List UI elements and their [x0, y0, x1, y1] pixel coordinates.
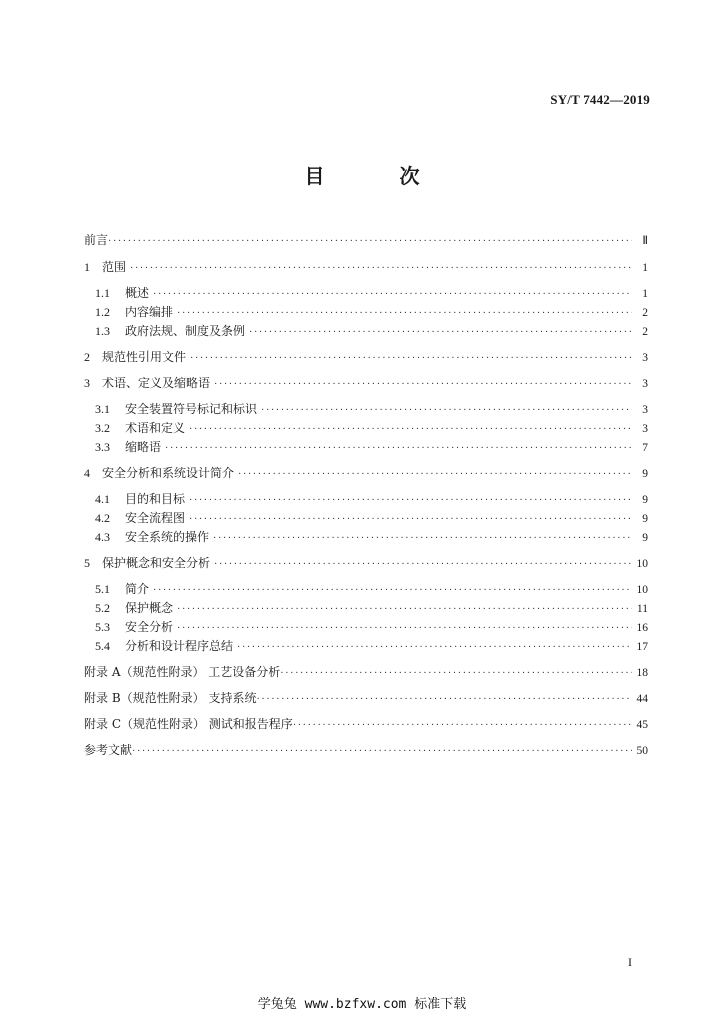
toc-entry-number: 1.3 [95, 324, 110, 338]
toc-entry-page: 9 [642, 532, 648, 544]
toc-entry [84, 348, 648, 366]
toc-entry [95, 400, 648, 418]
toc-entry-label: 概述 [125, 286, 150, 300]
toc-entry-label: 范围 [102, 260, 127, 274]
toc-entry-page: Ⅱ [642, 235, 648, 247]
toc-entry-page: 1 [642, 288, 648, 300]
toc-entry-page: 11 [636, 603, 648, 615]
toc-entry [84, 231, 648, 249]
toc-entry-label: 政府法规、制度及条例 [125, 324, 246, 338]
toc-entry [95, 322, 648, 340]
toc-entry [95, 580, 648, 598]
toc-entry-label: 内容编排 [125, 305, 174, 319]
toc-entry [84, 663, 648, 681]
toc-entry [95, 528, 648, 546]
toc-entry-page: 17 [636, 641, 648, 653]
toc-entry-page: 3 [642, 423, 648, 435]
toc-entry-label: 附录 B（规范性附录） 支持系统 [84, 691, 257, 705]
toc-entry [95, 284, 648, 302]
toc-entry-label: 附录 A（规范性附录） 工艺设备分析 [84, 665, 281, 679]
toc-entry-number: 1.1 [95, 286, 110, 300]
toc-entry [95, 509, 648, 527]
toc-leader-dots [238, 466, 632, 484]
toc-leader-dots [153, 582, 632, 600]
toc-entry-page: 3 [642, 378, 648, 390]
toc-entry-number: 3.3 [95, 440, 110, 454]
toc-entry [95, 438, 648, 456]
toc-leader-dots [214, 376, 632, 394]
toc-entry [95, 618, 648, 636]
toc-entry-label: 目的和目标 [125, 492, 186, 506]
toc-leader-dots [261, 402, 632, 420]
toc-entry-label: 安全系统的操作 [125, 530, 210, 544]
toc-entry-page: 18 [636, 667, 648, 679]
toc-entry-number: 5.3 [95, 620, 110, 634]
toc-entry [84, 554, 648, 572]
toc-entry-page: 9 [642, 513, 648, 525]
toc-entry-label: 分析和设计程序总结 [125, 639, 234, 653]
toc-entry-page: 16 [636, 622, 648, 634]
toc-leader-dots [256, 691, 632, 709]
toc-leader-dots [237, 639, 632, 657]
toc-entry-label: 保护概念和安全分析 [102, 556, 211, 570]
toc-entry-label: 规范性引用文件 [102, 350, 187, 364]
toc-leader-dots [132, 743, 632, 761]
toc-entry [95, 599, 648, 617]
toc-entry [95, 419, 648, 437]
page-title: 目 次 [304, 164, 454, 188]
toc-entry-number: 5.2 [95, 601, 110, 615]
toc-leader-dots [153, 286, 632, 304]
toc-entry [84, 715, 648, 733]
toc-entry-label: 安全装置符号标记和标识 [125, 402, 258, 416]
toc-entry-page: 7 [642, 442, 648, 454]
toc-leader-dots [213, 530, 632, 548]
toc-entry-label: 安全流程图 [125, 511, 186, 525]
toc-entry [95, 490, 648, 508]
toc-leader-dots [189, 492, 632, 510]
toc-entry-page: 2 [642, 326, 648, 338]
toc-entry [84, 464, 648, 482]
toc-leader-dots [190, 350, 632, 368]
toc-entry-label: 安全分析 [125, 620, 174, 634]
toc-entry [84, 689, 648, 707]
toc-entry-number: 5.4 [95, 639, 110, 653]
toc-leader-dots [177, 620, 632, 638]
toc-entry-number: 1.2 [95, 305, 110, 319]
toc-entry-label: 简介 [125, 582, 150, 596]
toc-entry-page: 9 [642, 494, 648, 506]
toc-entry [84, 374, 648, 392]
toc-entry-page: 45 [636, 719, 648, 731]
toc-entry [84, 258, 648, 276]
toc-entry-page: 2 [642, 307, 648, 319]
toc-entry-number: 4 [84, 466, 90, 480]
toc-entry-label: 参考文献 [84, 743, 133, 757]
toc-entry-number: 2 [84, 350, 90, 364]
toc-leader-dots [280, 665, 632, 683]
toc-entry [95, 637, 648, 655]
toc-entry-label: 术语和定义 [125, 421, 186, 435]
standard-code: SY/T 7442—2019 [550, 92, 650, 107]
toc-entry [95, 303, 648, 321]
toc-leader-dots [214, 556, 632, 574]
toc-entry-label: 附录 C（规范性附录） 测试和报告程序 [84, 717, 293, 731]
toc-entry-number: 3 [84, 376, 90, 390]
toc-entry [84, 741, 648, 759]
toc-entry-page: 10 [636, 584, 648, 596]
toc-entry-page: 1 [642, 262, 648, 274]
toc-leader-dots [165, 440, 632, 458]
toc-entry-page: 10 [636, 558, 648, 570]
toc-entry-page: 9 [642, 468, 648, 480]
toc-entry-label: 缩略语 [125, 440, 162, 454]
toc-entry-number: 3.2 [95, 421, 110, 435]
toc-entry-number: 4.2 [95, 511, 110, 525]
toc-entry-label: 术语、定义及缩略语 [102, 376, 211, 390]
toc-leader-dots [130, 260, 632, 278]
toc-entry-page: 50 [636, 745, 648, 757]
toc-entry-label: 安全分析和系统设计简介 [102, 466, 235, 480]
toc-leader-dots [177, 305, 632, 323]
toc-entry-label: 前言 [84, 233, 109, 247]
toc-entry-number: 3.1 [95, 402, 110, 416]
page-number: I [628, 955, 632, 969]
toc-entry-page: 44 [636, 693, 648, 705]
footer-watermark: 学兔兔 www.bzfxw.com 标准下载 [257, 997, 467, 1012]
toc-entry-page: 3 [642, 352, 648, 364]
toc-entry-label: 保护概念 [125, 601, 174, 615]
toc-leader-dots [177, 601, 632, 619]
toc-entry-number: 1 [84, 260, 90, 274]
toc-entry-page: 3 [642, 404, 648, 416]
toc-leader-dots [108, 233, 632, 251]
toc-entry-number: 4.3 [95, 530, 110, 544]
toc-entry-number: 5 [84, 556, 90, 570]
toc-leader-dots [189, 421, 632, 439]
toc-entry-number: 4.1 [95, 492, 110, 506]
toc-leader-dots [293, 717, 632, 735]
toc-entry-number: 5.1 [95, 582, 110, 596]
toc-leader-dots [249, 324, 632, 342]
toc-leader-dots [189, 511, 632, 529]
